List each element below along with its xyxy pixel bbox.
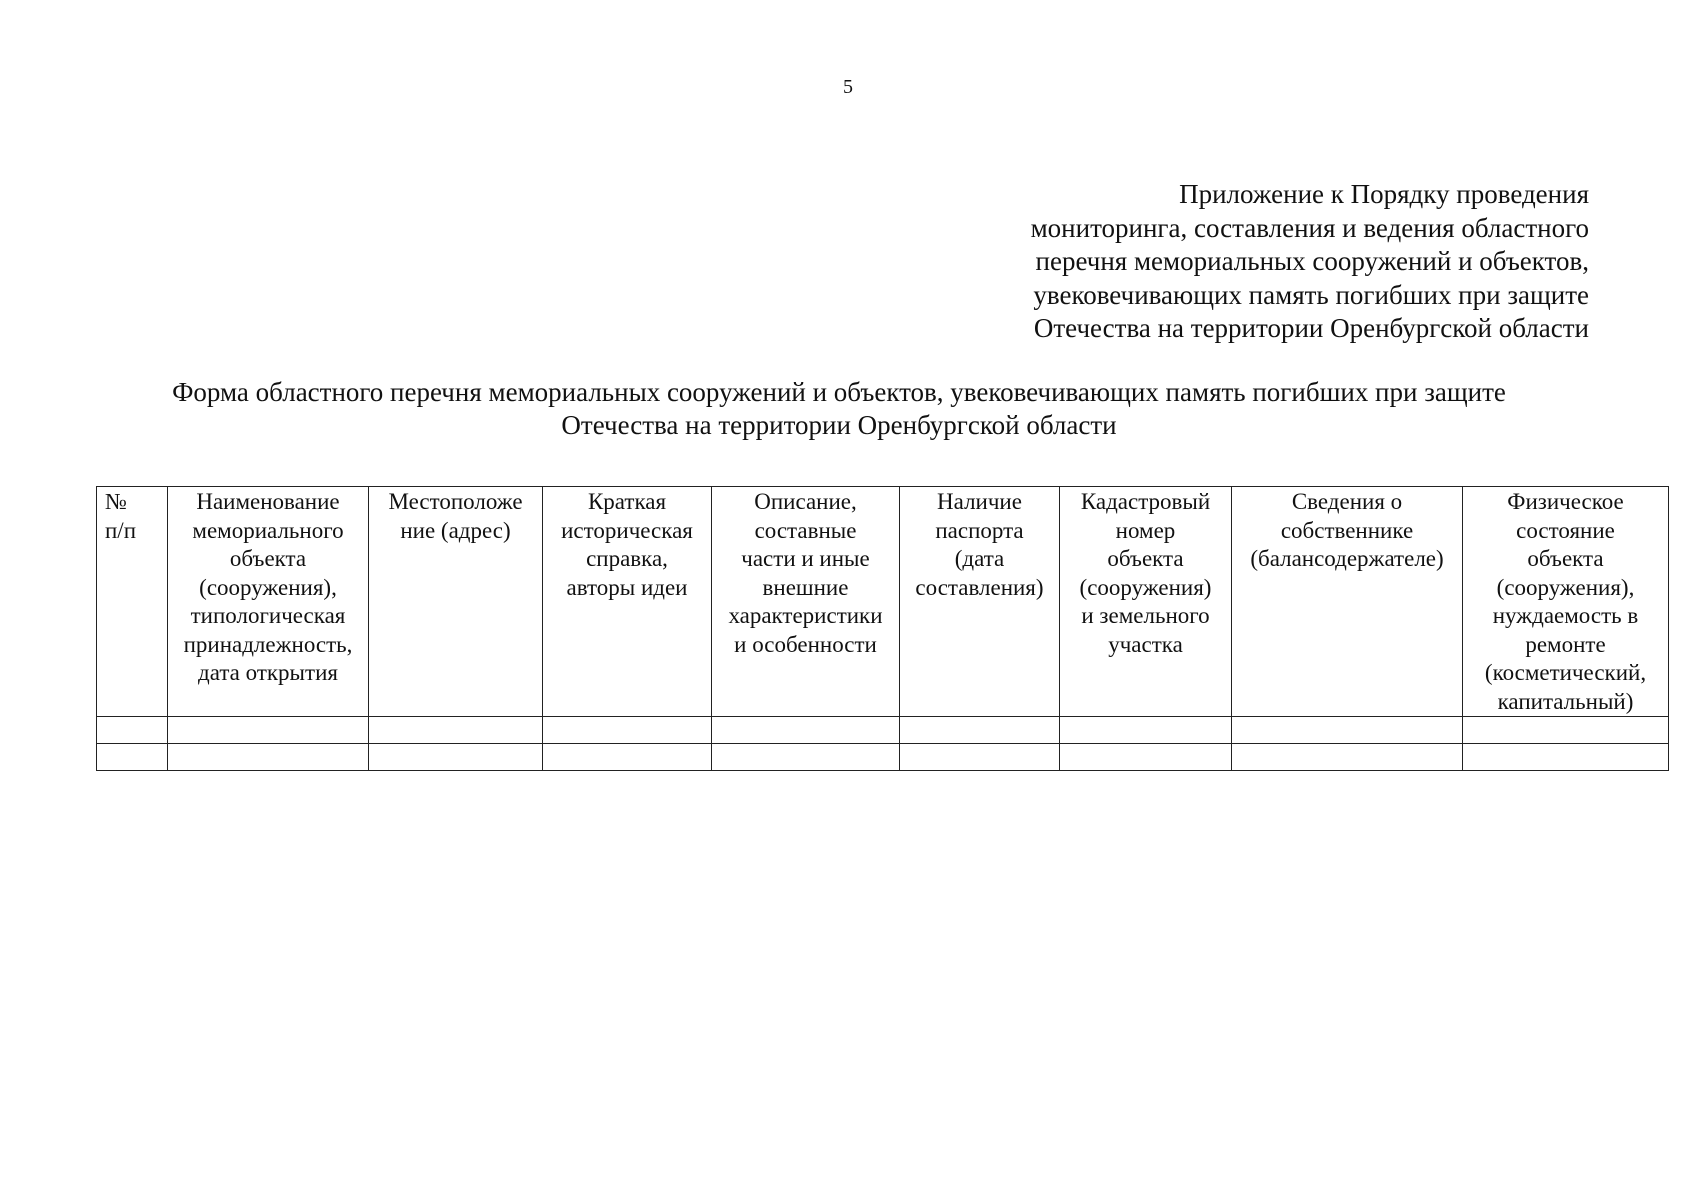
table-cell xyxy=(97,717,168,744)
appendix-line: Отечества на территории Оренбургской области xyxy=(1033,313,1589,343)
form-title xyxy=(0,376,1687,442)
form-title-line: Отечества на территории Оренбургской области xyxy=(561,410,1117,440)
appendix-line: перечня мемориальных сооружений и объектов, xyxy=(1035,246,1589,276)
appendix-line: Приложение к Порядку проведения xyxy=(1179,179,1589,209)
table-cell xyxy=(1060,717,1232,744)
table-cell xyxy=(900,717,1060,744)
memorial-register-table xyxy=(96,486,1669,771)
table-body xyxy=(97,487,1669,771)
header-label: Физическое состояние объекта (сооружения), нуждаемость в ремонте (косметический, капитальный) xyxy=(1484,489,1647,714)
table-cell xyxy=(97,744,168,771)
header-label: Наименование мемориального объекта (сооружения), типологическая принадлежность, дата открытия xyxy=(183,489,353,685)
table-cell xyxy=(1232,744,1463,771)
page-number: 5 xyxy=(843,76,853,98)
header-label: Местоположе ние (адрес) xyxy=(388,489,523,543)
table-header-row xyxy=(97,487,1669,717)
table-cell xyxy=(369,744,543,771)
table-cell xyxy=(712,744,900,771)
table-row xyxy=(97,744,1669,771)
header-label: Краткая историческая справка, авторы идеи xyxy=(561,489,693,600)
table-cell xyxy=(1463,744,1669,771)
header-cell-location xyxy=(369,487,543,717)
appendix-line: мониторинга, составления и ведения областного xyxy=(1030,212,1589,243)
header-cell-passport xyxy=(900,487,1060,717)
header-cell-description xyxy=(712,487,900,717)
table-cell xyxy=(168,744,369,771)
header-cell-number xyxy=(97,487,168,717)
table-cell xyxy=(1232,717,1463,744)
table-cell xyxy=(712,717,900,744)
header-cell-cadastral xyxy=(1060,487,1232,717)
header-label: Сведения о собственнике (балансодержателе) xyxy=(1250,489,1444,571)
table-row xyxy=(97,717,1669,744)
header-cell-owner xyxy=(1232,487,1463,717)
header-label: № п/п xyxy=(105,489,137,543)
table-cell xyxy=(1463,717,1669,744)
appendix-note xyxy=(1031,178,1589,346)
header-label: Кадастровый номер объекта (сооружения) и земельного участка xyxy=(1079,489,1212,657)
appendix-line: увековечивающих память погибших при защите xyxy=(1033,279,1589,310)
table-cell xyxy=(543,744,712,771)
header-label: Описание, составные части и иные внешние характеристики и особенности xyxy=(728,489,883,657)
table-cell xyxy=(543,717,712,744)
table-cell xyxy=(168,717,369,744)
header-label: Наличие паспорта (дата составления) xyxy=(915,489,1044,600)
form-title-line: Форма областного перечня мемориальных сооружений и объектов, увековечивающих память погибших при защите xyxy=(172,377,1506,407)
header-cell-history xyxy=(543,487,712,717)
header-cell-condition xyxy=(1463,487,1669,717)
table-cell xyxy=(1060,744,1232,771)
header-cell-name xyxy=(168,487,369,717)
table-cell xyxy=(900,744,1060,771)
table-cell xyxy=(369,717,543,744)
